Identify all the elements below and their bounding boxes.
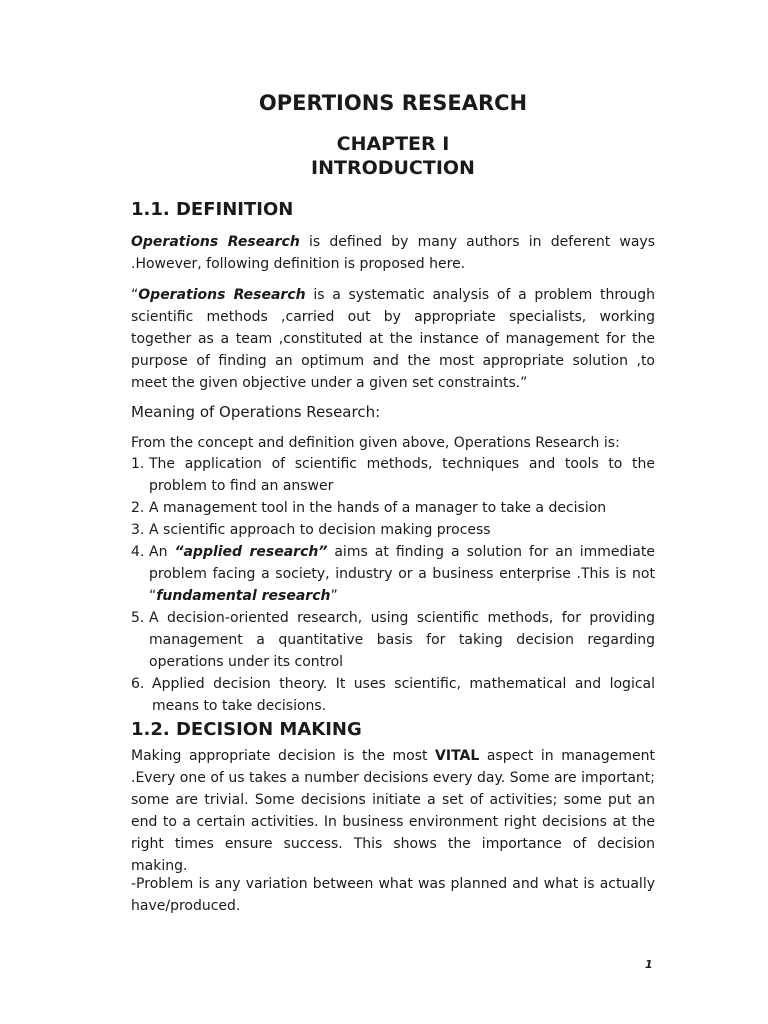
- section-heading-decision-making: 1.2. DECISION MAKING: [131, 719, 362, 740]
- paragraph-text: is a systematic analysis of a problem through scientific methods ,carried out by appropriate specialists, working together as a team ,constituted at the instance of management for the purpose of finding an optimum and the most appropriate solution ,to meet the given objective under a given set constraints.”: [131, 287, 656, 391]
- definition-quote: [131, 284, 655, 394]
- list-item-number: 3.: [131, 522, 145, 538]
- list-item: [131, 453, 655, 497]
- definition-paragraph: [131, 231, 655, 275]
- list-item: [131, 519, 655, 541]
- meaning-lead-text: From the concept and definition given above, Operations Research is:: [131, 435, 620, 451]
- list-item-text: A management tool in the hands of a manager to take a decision: [149, 500, 607, 516]
- list-item: [131, 541, 655, 607]
- emphasis-vital: VITAL: [435, 748, 480, 764]
- list-item-number: 6.: [131, 676, 145, 692]
- chapter-title: INTRODUCTION: [311, 157, 475, 179]
- chapter-number: CHAPTER I: [336, 133, 450, 155]
- list-item-number: 4.: [131, 544, 145, 560]
- problem-paragraph: -Problem is any variation between what was planned and what is actually have/produced.: [131, 876, 655, 914]
- emphasis-fundamental-research: fundamental research: [156, 588, 331, 604]
- list-item-number: 2.: [131, 500, 145, 516]
- list-item-text: A scientific approach to decision making process: [149, 522, 491, 538]
- meaning-heading: [131, 403, 380, 421]
- list-item-text: Applied decision theory. It uses scientific, mathematical and logical means to take decisions.: [152, 676, 655, 714]
- meaning-heading-text: Meaning of Operations Research: [131, 403, 376, 421]
- list-item-text: ”: [330, 588, 338, 604]
- list-item-text: A decision-oriented research, using scientific methods, for providing management a quantitative basis for taking decision regarding operations under its control: [149, 610, 655, 670]
- paragraph-text: Making appropriate decision is the most: [131, 748, 436, 764]
- term-operations-research: Operations Research: [131, 234, 300, 250]
- term-operations-research: Operations Research: [138, 287, 306, 303]
- list-item-text: The application of scientific methods, techniques and tools to the problem to find an answer: [149, 456, 655, 494]
- paragraph-text: aspect in management .Every one of us takes a number decisions every day. Some are important; some are trivial. Some decisions initiate a set of activities; some put an end to a certain activities. In business environment right decisions at the right times ensure success. This shows the importance of decision making.: [131, 748, 655, 874]
- list-item-number: 1.: [131, 456, 145, 472]
- list-item: [131, 497, 655, 519]
- section-heading-definition: 1.1. DEFINITION: [131, 199, 294, 220]
- decision-paragraph: [131, 745, 655, 877]
- paragraph-text: is defined by many authors in deferent ways .However, following definition is proposed here.: [131, 234, 655, 272]
- list-item-text: aims at finding a solution for an immediate problem facing a society, industry or a business enterprise .This is not “: [149, 544, 655, 604]
- meaning-heading-colon: :: [375, 403, 381, 421]
- list-item-number: 5.: [131, 610, 145, 626]
- emphasis-applied-research: “applied research”: [174, 544, 328, 560]
- meaning-list: [131, 453, 655, 717]
- list-item: [131, 673, 655, 717]
- list-item-text: An: [149, 544, 175, 560]
- document-title: OPERTIONS RESEARCH: [258, 91, 528, 115]
- page-number: 1: [645, 958, 653, 971]
- list-item: [131, 607, 655, 673]
- open-quote: “: [131, 287, 139, 303]
